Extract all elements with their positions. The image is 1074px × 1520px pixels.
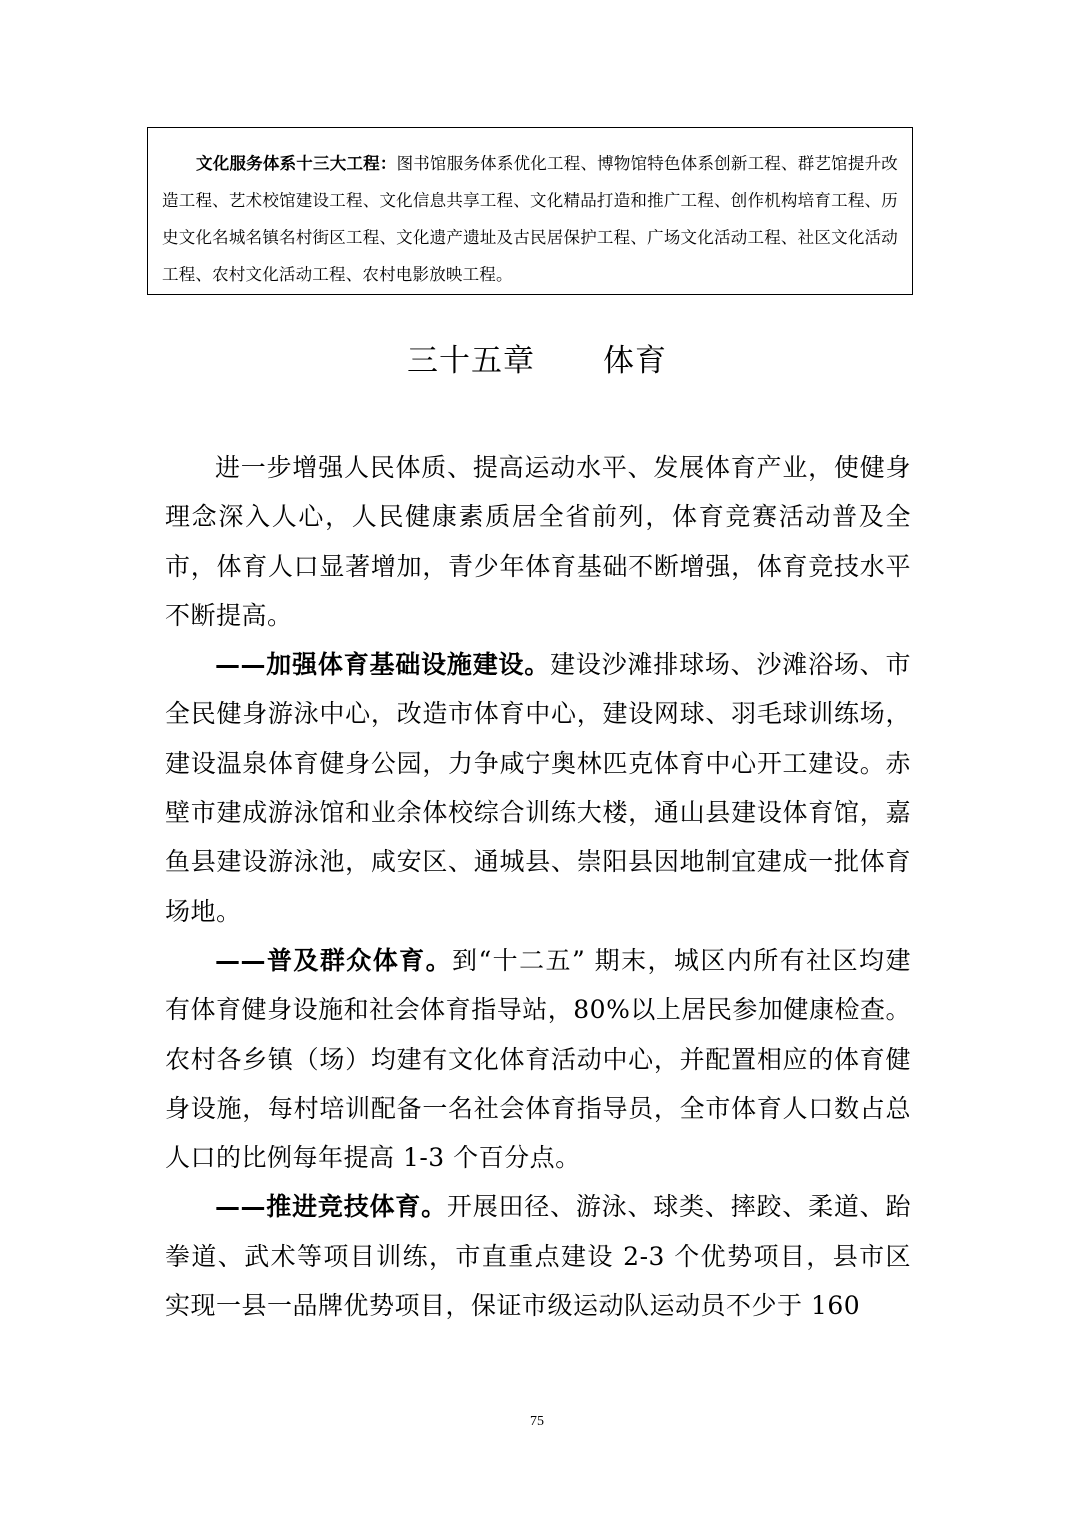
paragraph-mass-sports bbox=[165, 936, 911, 1182]
paragraph-text: 到“十二五” 期末，城区内所有社区均建有体育健身设施和社会体育指导站，80%以上居民参加健康检查。农村各乡镇（场）均建有文化体育活动中心，并配置相应的体育健身设施，每村培训配备一名社会体育指导员，全市体育人口数占总人口的比例每年提高 1-3 个百分点。 bbox=[165, 945, 911, 1173]
paragraph-intro bbox=[165, 443, 911, 640]
paragraph-lead: ——普及群众体育。 bbox=[215, 945, 453, 975]
box-label: 文化服务体系十三大工程： bbox=[196, 154, 397, 173]
paragraph-competitive-sports bbox=[165, 1182, 911, 1330]
paragraph-text: 进一步增强人民体质、提高运动水平、发展体育产业，使健身理念深入人心，人民健康素质居全省前列，体育竞赛活动普及全市，体育人口显著增加，青少年体育基础不断增强，体育竞技水平不断提高。 bbox=[165, 453, 911, 630]
paragraph-text: 开展田径、游泳、球类、摔跤、柔道、跆拳道、武术等项目训练，市直重点建设 2-3 个优势项目，县市区实现一县一品牌优势项目，保证市级运动队运动员不少于 160 bbox=[165, 1192, 911, 1321]
box-content: 图书馆服务体系优化工程、博物馆特色体系创新工程、群艺馆提升改造工程、艺术校馆建设工程、文化信息共享工程、文化精品打造和推广工程、创作机构培育工程、历史文化名城名镇名村街区工程、文化遗产遗址及古民居保护工程、广场文化活动工程、社区文化活动工程、农村文化活动工程、农村电影放映工程。 bbox=[162, 154, 899, 284]
paragraph-lead: ——加强体育基础设施建设。 bbox=[215, 650, 551, 680]
page-number: 75 bbox=[530, 1414, 544, 1429]
chapter-title: 体育 bbox=[603, 343, 667, 379]
paragraph-text: 建设沙滩排球场、沙滩浴场、市全民健身游泳中心，改造市体育中心，建设网球、羽毛球训练场，建设温泉体育健身公园，力争咸宁奥林匹克体育中心开工建设。赤壁市建成游泳馆和业余体校综合训练大楼，通山县建设体育馆，嘉鱼县建设游泳池，咸安区、通城县、崇阳县因地制宜建成一批体育场地。 bbox=[165, 650, 911, 926]
chapter-number: 三十五章 bbox=[407, 343, 535, 379]
chapter-heading bbox=[0, 336, 1074, 386]
body-text bbox=[165, 443, 911, 1330]
project-list-box bbox=[147, 127, 913, 295]
paragraph-infrastructure bbox=[165, 640, 911, 936]
paragraph-lead: ——推进竞技体育。 bbox=[215, 1192, 447, 1222]
